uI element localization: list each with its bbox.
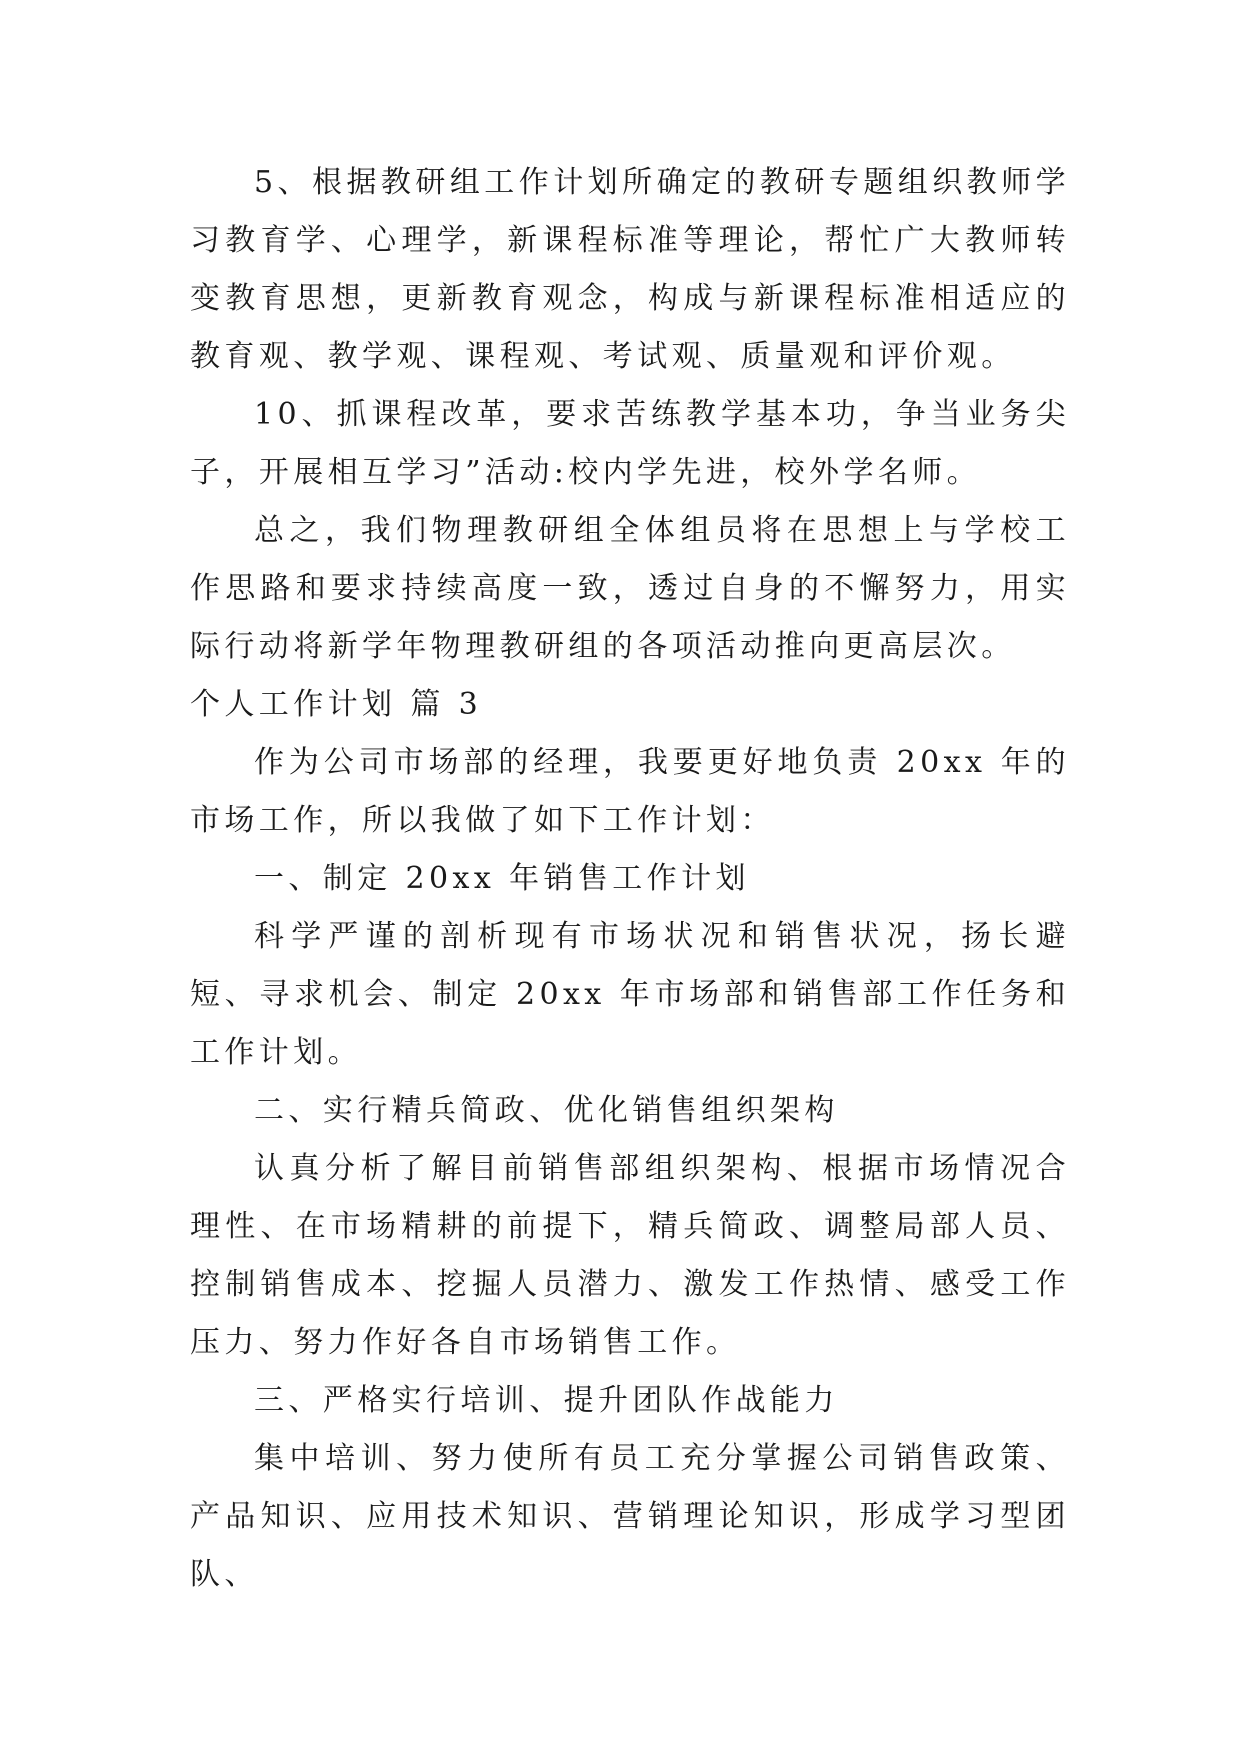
paragraph-intro: 作为公司市场部的经理，我要更好地负责 20xx 年的市场工作，所以我做了如下工作计划： bbox=[190, 745, 1070, 838]
document-page bbox=[190, 154, 1070, 1604]
subheading-organization: 二、实行精兵简政、优化销售组织架构 bbox=[254, 1093, 839, 1128]
paragraph-organization: 认真分析了解目前销售部组织架构、根据市场情况合理性、在市场精耕的前提下，精兵简政、调整局部人员、控制销售成本、挖掘人员潜力、激发工作热情、感受工作压力、努力作好各自市场销售工作。 bbox=[190, 1151, 1070, 1360]
paragraph-research-topics: 5、根据教研组工作计划所确定的教研专题组织教师学习教育学、心理学，新课程标准等理论，帮忙广大教师转变教育思想，更新教育观念，构成与新课程标准相适应的教育观、教学观、课程观、考试观、质量观和评价观。 bbox=[190, 165, 1070, 374]
paragraph-conclusion: 总之，我们物理教研组全体组员将在思想上与学校工作思路和要求持续高度一致，透过自身的不懈努力，用实际行动将新学年物理教研组的各项活动推向更高层次。 bbox=[190, 513, 1070, 664]
paragraph-training: 集中培训、努力使所有员工充分掌握公司销售政策、产品知识、应用技术知识、营销理论知识，形成学习型团队、 bbox=[190, 1441, 1070, 1592]
paragraph-curriculum-reform: 10、抓课程改革，要求苦练教学基本功，争当业务尖子，开展相互学习”活动:校内学先进，校外学名师。 bbox=[190, 397, 1070, 490]
paragraph-sales-plan: 科学严谨的剖析现有市场状况和销售状况，扬长避短、寻求机会、制定 20xx 年市场部和销售部工作任务和工作计划。 bbox=[190, 919, 1070, 1070]
section-heading: 个人工作计划 篇 3 bbox=[190, 687, 483, 722]
subheading-training: 三、严格实行培训、提升团队作战能力 bbox=[254, 1383, 839, 1418]
subheading-sales-plan: 一、制定 20xx 年销售工作计划 bbox=[254, 861, 750, 896]
